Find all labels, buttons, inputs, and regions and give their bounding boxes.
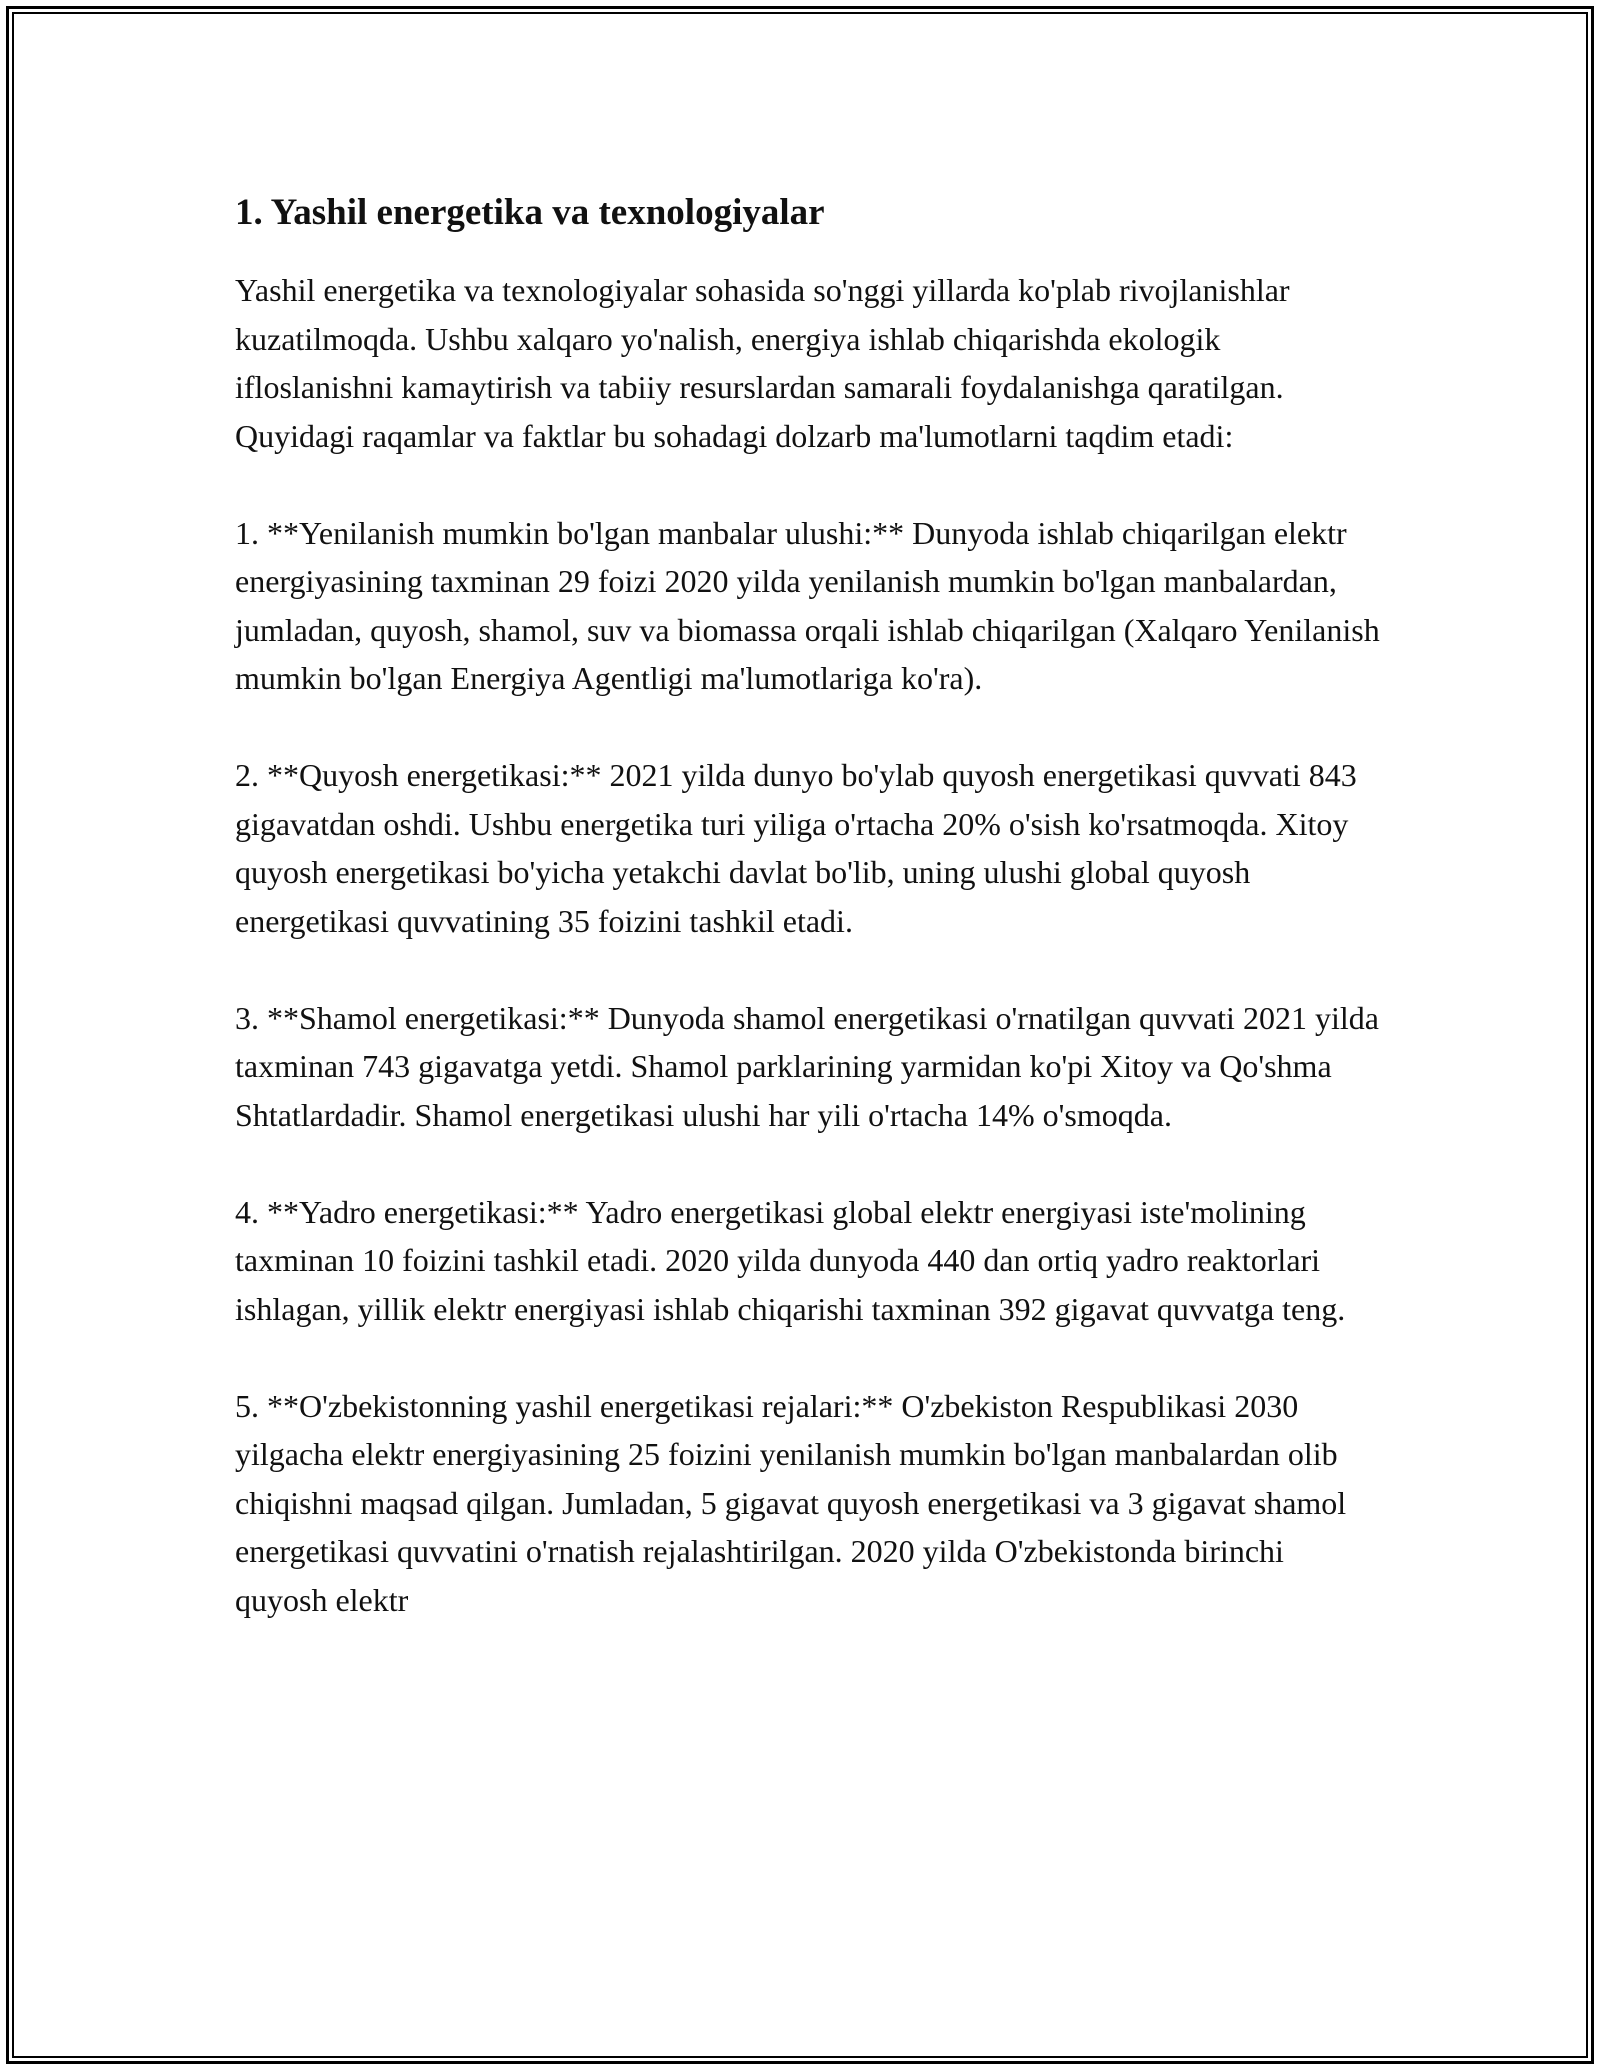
fact-renewable-share: 1. **Yenilanish mumkin bo'lgan manbalar ulushi:** Dunyoda ishlab chiqarilgan elektr energiyasining taxminan 29 foizi 2020 yilda yenilanish mumkin bo'lgan manbalardan, jumladan, quyosh, shamol, suv va biomassa orqali ishlab chiqarilgan (Xalqaro Yenilanish mumkin bo'lgan Energiya Agentligi ma'lumotlariga ko'ra). [235, 514, 1380, 696]
fact-nuclear-energy: 4. **Yadro energetikasi:** Yadro energetikasi global elektr energiyasi iste'molining taxminan 10 foizini tashkil etadi. 2020 yilda dunyoda 440 dan ortiq yadro reaktorlari ishlagan, yillik elektr energiyasi ishlab chiqarishi taxminan 392 gigavat quvvatga teng. [235, 1193, 1346, 1327]
fact-solar-energy: 2. **Quyosh energetikasi:** 2021 yilda dunyo bo'ylab quyosh energetikasi quvvati 843 gigavatdan oshdi. Ushbu energetika turi yiliga o'rtacha 20% o'sish ko'rsatmoqda. Xitoy quyosh energetikasi bo'yicha yetakchi davlat bo'lib, uning ulushi global quyosh energetikasi quvvatining 35 foizini tashkil etadi. [235, 757, 1357, 939]
fact-wind-energy: 3. **Shamol energetikasi:** Dunyoda shamol energetikasi o'rnatilgan quvvati 2021 yilda taxminan 743 gigavatga yetdi. Shamol parklarining yarmidan ko'pi Xitoy va Qo'shma Shtatlardadir. Shamol energetikasi ulushi har yili o'rtacha 14% o'smoqda. [235, 999, 1379, 1133]
section-title: 1. Yashil energetika va texnologiyalar [235, 192, 825, 233]
document-body [235, 188, 1380, 1624]
intro-paragraph: Yashil energetika va texnologiyalar sohasida so'nggi yillarda ko'plab rivojlanishlar kuzatilmoqda. Ushbu xalqaro yo'nalish, energiya ishlab chiqarishda ekologik ifloslanishni kamaytirish va tabiiy resurslardan samarali foydalanishga qaratilgan. Quyidagi raqamlar va faktlar bu sohadagi dolzarb ma'lumotlarni taqdim etadi: [235, 272, 1290, 454]
fact-uzbekistan-plans: 5. **O'zbekistonning yashil energetikasi rejalari:** O'zbekiston Respublikasi 2030 yilgacha elektr energiyasining 25 foizini yenilanish mumkin bo'lgan manbalardan olib chiqishni maqsad qilgan. Jumladan, 5 gigavat quyosh energetikasi va 3 gigavat shamol energetikasi quvvatini o'rnatish rejalashtirilgan. 2020 yilda O'zbekistonda birinchi quyosh elektr [235, 1387, 1347, 1618]
